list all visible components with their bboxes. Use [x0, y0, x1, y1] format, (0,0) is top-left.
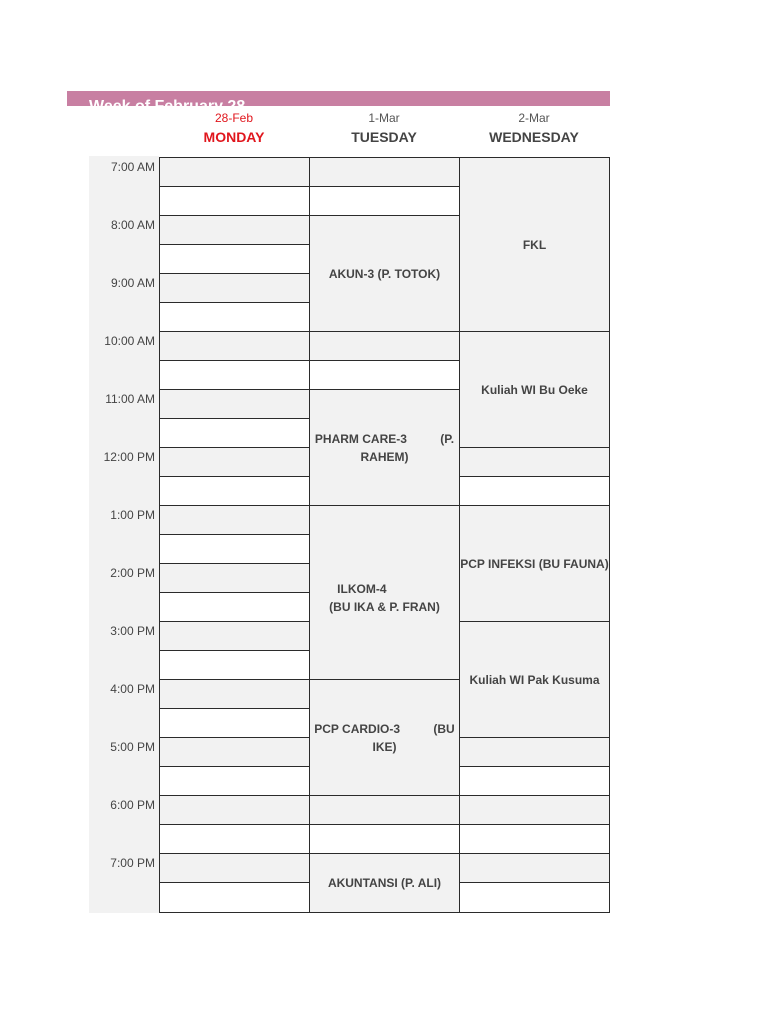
week-banner: [67, 91, 610, 115]
event-kuliah-wi-bu-oeke[interactable]: [459, 331, 610, 448]
time-label: 2:00 PM: [110, 566, 155, 580]
day-name: TUESDAY: [351, 129, 417, 145]
day-date: 1-Mar: [368, 111, 400, 125]
time-label: 7:00 AM: [110, 160, 155, 174]
day-header-wednesday: [459, 111, 609, 145]
event-fkl[interactable]: [459, 157, 610, 332]
time-slot[interactable]: [309, 331, 460, 361]
event-label-line: PCP CARDIO-3 (BU: [314, 721, 455, 736]
event-label-line: RAHEM): [360, 449, 409, 464]
time-slot[interactable]: [159, 186, 310, 216]
event-ilkom-4[interactable]: [309, 505, 460, 680]
time-label: 7:00 PM: [110, 856, 155, 870]
time-slot[interactable]: [159, 853, 310, 883]
event-label: AKUNTANSI (P. ALI): [327, 876, 442, 890]
time-label: 6:00 PM: [110, 798, 155, 812]
event-label: FKL: [522, 237, 547, 252]
time-label: 3:00 PM: [110, 624, 155, 638]
time-slot[interactable]: [159, 737, 310, 767]
time-label: 5:00 PM: [110, 740, 155, 754]
time-slot[interactable]: [159, 679, 310, 709]
time-label: 4:00 PM: [110, 682, 155, 696]
time-slot[interactable]: [159, 824, 310, 854]
time-slot[interactable]: [159, 215, 310, 245]
event-label: AKUN-3 (P. TOTOK): [328, 266, 441, 281]
time-slot[interactable]: [159, 621, 310, 651]
event-label-line: IKE): [372, 739, 397, 754]
day-header-monday: [159, 111, 309, 145]
time-slot[interactable]: [309, 157, 460, 187]
time-label: 12:00 PM: [103, 450, 155, 464]
time-slot[interactable]: [159, 157, 310, 187]
event-pcp-cardio-3[interactable]: [309, 679, 460, 796]
event-label-line: PHARM CARE-3 (P.: [314, 431, 455, 446]
time-slot[interactable]: [309, 186, 460, 216]
time-slot[interactable]: [159, 708, 310, 738]
time-slot[interactable]: [309, 795, 460, 825]
time-slot[interactable]: [159, 650, 310, 680]
time-slot[interactable]: [159, 447, 310, 477]
time-label: 11:00 AM: [105, 392, 155, 406]
time-slot[interactable]: [459, 795, 610, 825]
time-slot[interactable]: [159, 534, 310, 564]
event-pcp-infeksi[interactable]: [459, 505, 610, 622]
event-kuliah-wi-pak-kusuma[interactable]: [459, 621, 610, 738]
time-slot[interactable]: [159, 505, 310, 535]
time-label: 10:00 AM: [104, 334, 155, 348]
event-akun-3[interactable]: [309, 215, 460, 332]
week-banner-title: Week of February 28: [89, 98, 246, 115]
event-label: PCP INFEKSI (BU FAUNA): [460, 556, 609, 571]
day-date: 2-Mar: [518, 111, 550, 125]
time-slot[interactable]: [459, 737, 610, 767]
time-slot[interactable]: [309, 360, 460, 390]
time-slot[interactable]: [159, 418, 310, 448]
time-slot[interactable]: [159, 389, 310, 419]
event-label: Kuliah WI Pak Kusuma: [469, 672, 600, 687]
time-slot[interactable]: [159, 331, 310, 361]
time-slot[interactable]: [309, 824, 460, 854]
time-label: 8:00 AM: [110, 218, 155, 232]
time-label: 1:00 PM: [110, 508, 155, 522]
time-slot[interactable]: [159, 563, 310, 593]
time-slot[interactable]: [159, 302, 310, 332]
day-date: 28-Feb: [214, 111, 254, 125]
time-slot[interactable]: [459, 447, 610, 477]
event-akuntansi[interactable]: [309, 853, 460, 913]
event-label: Kuliah WI Bu Oeke: [481, 382, 588, 397]
time-slot[interactable]: [159, 273, 310, 303]
schedule-grid: [159, 157, 610, 913]
time-slot[interactable]: [459, 766, 610, 796]
time-slot[interactable]: [159, 476, 310, 506]
time-slot[interactable]: [159, 795, 310, 825]
time-slot[interactable]: [159, 766, 310, 796]
time-slot[interactable]: [459, 824, 610, 854]
time-slot[interactable]: [159, 244, 310, 274]
event-label-line: ILKOM-4: [337, 581, 387, 596]
time-label: 9:00 AM: [110, 276, 155, 290]
time-slot[interactable]: [159, 592, 310, 622]
event-label-line: (BU IKA & P. FRAN): [329, 599, 440, 614]
day-name: WEDNESDAY: [489, 129, 579, 145]
time-column: [89, 156, 159, 913]
time-slot[interactable]: [459, 853, 610, 883]
time-slot[interactable]: [159, 360, 310, 390]
event-pharm-care-3[interactable]: [309, 389, 460, 506]
time-slot[interactable]: [459, 476, 610, 506]
time-slot[interactable]: [459, 882, 610, 913]
day-name: MONDAY: [203, 129, 265, 145]
time-slot[interactable]: [159, 882, 310, 913]
day-header-tuesday: [309, 111, 459, 145]
